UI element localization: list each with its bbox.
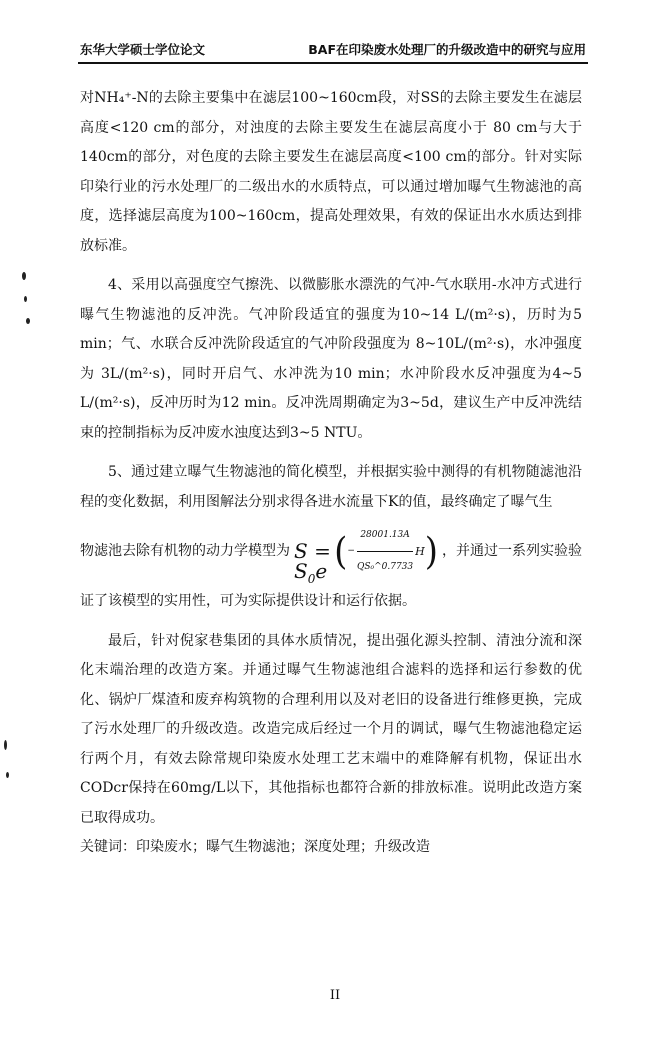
formula-numerator: 28001.13A <box>357 521 412 552</box>
formula-h: H <box>415 544 425 558</box>
paragraph-1: 对NH₄⁺-N的去除主要集中在滤层100~160cm段，对SS的去除主要发生在滤层高度<120 cm的部分，对浊度的去除主要发生在滤层高度小于 80 cm与大于140cm的部分，对色度的去除主要发生在滤层高度<100 cm的部分。针对实际印染行业的污水处理厂的二级出水的水质特点，可以通过增加曝气生物滤池的高度，选择滤层高度为100~160cm，提高处理效果，有效的保证出水水质达到排放标准。 <box>80 90 582 254</box>
paragraph-2: 4、采用以高强度空气擦洗、以微膨胀水漂洗的气冲-气水联用-水冲方式进行曝气生物滤池的反冲洗。气冲阶段适宜的强度为10~14 L/(m²·s)，历时为5 min；气、水联合反冲洗阶段适宜的气冲阶段强度为 8~10L/(m²·s)，水冲强度为 3L/(m²·s)，同时开启气、水冲洗为10 min；水冲阶段水反冲强度为4~5 L/(m²·s)，反冲历时为12 min。反冲洗周期确定为3~5d，建议生产中反冲洗结束的控制指标为反冲废水浊度达到3~5 NTU。 <box>80 277 582 441</box>
paragraph-4: 最后，针对倪家巷集团的具体水质情况，提出强化源头控制、清浊分流和深化末端治理的改造方案。并通过曝气生物滤池组合滤料的选择和运行参数的优化、锅炉厂煤渣和废弃构筑物的合理利用以及对老旧的设备进行维修更换，完成了污水处理厂的升级改造。改造完成后经过一个月的调试，曝气生物滤池稳定运行两个月，有效去除常规印染废水处理工艺末端中的难降解有机物，保证出水CODcr保持在60mg/L以下，其他指标也都符合新的排放标准。说明此改造方案已取得成功。 <box>80 632 582 826</box>
header-university: 东华大学硕士学位论文 <box>80 42 206 57</box>
keywords: 关键词：印染废水；曝气生物滤池；深度处理；升级改造 <box>80 839 430 855</box>
scan-mark <box>6 772 9 778</box>
scan-mark <box>22 272 26 280</box>
formula-suffix: ，并通过一系列实验验 <box>442 543 582 560</box>
scan-mark <box>24 296 27 302</box>
header-thesis-title: BAF在印染废水处理厂的升级改造中的研究与应用 <box>308 42 586 57</box>
page-number: II <box>329 988 341 1003</box>
formula-lhs: $S = S_0e$ <box>294 539 331 586</box>
paragraph-3-end: 证了该模型的实用性，可为实际提供设计和运行依据。 <box>80 593 416 609</box>
formula-exponent: ( − $\frac{28001.13A}{\text{QS₀\textasciicircum{}0.7733}}$ H ) <box>334 521 438 582</box>
kinetic-model-formula <box>294 519 438 585</box>
header-rule <box>78 62 588 64</box>
thesis-abstract-body <box>80 84 582 863</box>
formula-line <box>80 517 582 587</box>
formula-prefix: 物滤池去除有机物的动力学模型为 <box>80 543 290 560</box>
formula-denominator: QS₀^0.7733 <box>356 561 414 572</box>
scan-mark <box>26 318 30 324</box>
paragraph-3: 5、通过建立曝气生物滤池的简化模型，并根据实验中测得的有机物随滤池沿程的变化数据，利用图解法分别求得各进水流量下K的值，最终确定了曝气生 <box>80 464 582 510</box>
scan-mark <box>4 740 7 750</box>
